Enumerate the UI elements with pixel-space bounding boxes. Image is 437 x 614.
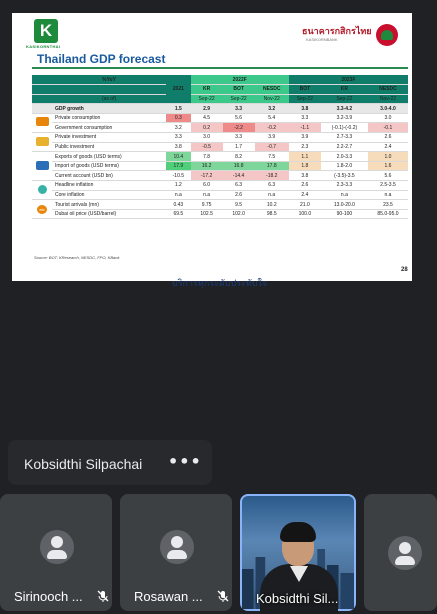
- cell: 2.6: [289, 181, 321, 191]
- cell: 3.2: [255, 104, 289, 114]
- cell: 2.6: [368, 133, 408, 143]
- cell: n.a: [191, 190, 223, 200]
- cell: 1.2: [166, 181, 191, 191]
- participant-tile[interactable]: [364, 494, 437, 611]
- header-col: KR: [191, 85, 223, 95]
- cell: -17.2: [191, 171, 223, 181]
- participant-name: Sirinooch ...: [14, 589, 83, 604]
- cell: 1.6: [368, 161, 408, 171]
- row-label: Government consumption: [52, 123, 166, 133]
- cell: 3.8: [289, 171, 321, 181]
- cell: -2.2: [223, 123, 255, 133]
- cell: 10.4: [166, 152, 191, 162]
- cell: 1.5: [166, 104, 191, 114]
- cell: 17.8: [255, 161, 289, 171]
- cell: 17.9: [166, 161, 191, 171]
- cell: 2.5-3.5: [368, 181, 408, 191]
- cell: 3.0-4.0: [368, 104, 408, 114]
- cell: 0.2: [191, 123, 223, 133]
- title-divider: [32, 67, 408, 69]
- header-yoy: %YoY: [52, 75, 166, 85]
- cell: 3.0: [191, 133, 223, 143]
- avatar: [40, 530, 74, 564]
- header-2022: 2022F: [191, 75, 289, 85]
- table-row: [32, 104, 408, 114]
- header-col: NESDC: [255, 85, 289, 95]
- thermometer-icon: [38, 185, 47, 194]
- cell: 8.2: [223, 152, 255, 162]
- table-row: [32, 133, 408, 143]
- participant-tile[interactable]: [0, 494, 112, 611]
- logo-text: KASIKORNTHAI: [26, 44, 61, 49]
- bank-name-en: KASIKORNBANK: [306, 37, 338, 42]
- more-options-button[interactable]: •••: [168, 452, 202, 471]
- header-2021: 2021: [166, 75, 191, 104]
- table-row: [32, 190, 408, 200]
- kbank-emblem-icon: [376, 24, 398, 46]
- table-row: [32, 181, 408, 191]
- table-row: [32, 161, 408, 171]
- cell: 3.3: [289, 113, 321, 123]
- cell: 1.7: [223, 142, 255, 152]
- header-col: NESDC: [368, 85, 408, 95]
- table-row: [32, 209, 408, 219]
- cell: 2.3-3.3: [321, 181, 368, 191]
- row-label: Core inflation: [52, 190, 166, 200]
- cell: -18.2: [255, 171, 289, 181]
- table-row: [32, 152, 408, 162]
- cell: -0.5: [191, 142, 223, 152]
- cell: 69.5: [166, 209, 191, 219]
- cell: n.a: [255, 190, 289, 200]
- table-row: [32, 123, 408, 133]
- cell: n.a: [321, 190, 368, 200]
- cell: 16.8: [223, 161, 255, 171]
- row-label: Current account (USD bn): [52, 171, 166, 181]
- bank-name-thai: ธนาคารกสิกรไทย: [302, 27, 372, 37]
- cell: -10.5: [166, 171, 191, 181]
- cell: 3.9: [289, 133, 321, 143]
- table-header-row: [32, 85, 408, 95]
- cell: 0.43: [166, 200, 191, 210]
- row-label: Headline inflation: [52, 181, 166, 191]
- header-as-of: (as of): [52, 94, 166, 104]
- cell: 2.0-3.3: [321, 152, 368, 162]
- cell: -1.1: [289, 123, 321, 133]
- cell: 4.5: [191, 113, 223, 123]
- cell: 13.0-20.0: [321, 200, 368, 210]
- cell: 3.8: [289, 104, 321, 114]
- header-col: BOT: [223, 85, 255, 95]
- cell: 16.2: [191, 161, 223, 171]
- cell: -0.1: [368, 123, 408, 133]
- table-header-row: [32, 75, 408, 85]
- table-row: [32, 113, 408, 123]
- cell: 102.5: [191, 209, 223, 219]
- shared-presentation-slide: [12, 13, 412, 289]
- cell: 2.7-3.3: [321, 133, 368, 143]
- avatar: [160, 530, 194, 564]
- header-date: Nov-22: [255, 94, 289, 104]
- kasikorn-logo-icon: K: [34, 19, 58, 43]
- table-row: [32, 142, 408, 152]
- cell: 3.0: [368, 113, 408, 123]
- cell: 2.9: [191, 104, 223, 114]
- cell: 1.0: [368, 152, 408, 162]
- presenter-name: Kobsidthi Silpachai: [24, 456, 143, 472]
- table-row: [32, 200, 408, 210]
- cell: 6.3: [223, 181, 255, 191]
- row-label: Dubai oil price (USD/barrel): [52, 209, 166, 219]
- row-label: Exports of goods (USD terms): [52, 152, 166, 162]
- shopping-cart-icon: [36, 117, 49, 126]
- mic-muted-icon: [96, 589, 110, 603]
- cell: 90-100: [321, 209, 368, 219]
- cell: 23.5: [368, 200, 408, 210]
- cargo-ship-icon: [36, 161, 49, 170]
- cell: 3.9: [255, 133, 289, 143]
- cell: -0.2: [255, 123, 289, 133]
- row-label: Import of goods (USD terms): [52, 161, 166, 171]
- header-2023: 2023F: [289, 75, 408, 85]
- cell: -0.7: [255, 142, 289, 152]
- cell: 3.3: [223, 133, 255, 143]
- row-label: Tourist arrivals (mn): [52, 200, 166, 210]
- cell: 5.4: [255, 113, 289, 123]
- row-label: Private investment: [52, 133, 166, 143]
- cell: 9.75: [191, 200, 223, 210]
- cell: 3.8: [166, 142, 191, 152]
- participant-name: Rosawan ...: [134, 589, 203, 604]
- cell: 2.3: [289, 142, 321, 152]
- cell: 2.2-2.7: [321, 142, 368, 152]
- cell: 5.6: [223, 113, 255, 123]
- header-date: Sep-22: [191, 94, 223, 104]
- gdp-forecast-table: [32, 75, 408, 219]
- cell: 3.2: [166, 123, 191, 133]
- speaker-video-tile[interactable]: [240, 494, 356, 611]
- cell: 102.0: [223, 209, 255, 219]
- cell: n.a: [166, 190, 191, 200]
- row-label: Private consumption: [52, 113, 166, 123]
- cell: 1.1: [289, 152, 321, 162]
- cell: 3.3: [166, 133, 191, 143]
- table-row: [32, 171, 408, 181]
- cell: (-3.5)-3.5: [321, 171, 368, 181]
- cell: 98.5: [255, 209, 289, 219]
- mic-muted-icon: [216, 589, 230, 603]
- slide-slogan: บริการทุกระดับประทับใจ: [172, 279, 268, 289]
- header-date: Nov-22: [368, 94, 408, 104]
- participant-tile[interactable]: [120, 494, 232, 611]
- header-col: BOT: [289, 85, 321, 95]
- cell: 6.0: [191, 181, 223, 191]
- row-label: GDP growth: [52, 104, 166, 114]
- cell: 7.5: [255, 152, 289, 162]
- cell: 85.0-95.0: [368, 209, 408, 219]
- cell: 21.0: [289, 200, 321, 210]
- cell: 2.4: [368, 142, 408, 152]
- header-date: Sep-22: [289, 94, 321, 104]
- cell: 3.3-4.2: [321, 104, 368, 114]
- participant-name: Kobsidthi Sil...: [256, 591, 339, 606]
- cell: 2.6: [223, 190, 255, 200]
- cell: 5.6: [368, 171, 408, 181]
- header-date: Sep-22: [321, 94, 368, 104]
- cell: 1.8-2.0: [321, 161, 368, 171]
- cell: 2.4: [289, 190, 321, 200]
- row-label: Public investment: [52, 142, 166, 152]
- cell: 1.8: [289, 161, 321, 171]
- avatar: [388, 536, 422, 570]
- cell: 7.8: [191, 152, 223, 162]
- etc-icon: etc: [37, 205, 47, 214]
- header-col: KR: [321, 85, 368, 95]
- table-header-row: [32, 94, 408, 104]
- cell: 10.2: [255, 200, 289, 210]
- page-number: 28: [401, 267, 408, 273]
- cell: 0.3: [166, 113, 191, 123]
- cell: -14.4: [223, 171, 255, 181]
- source-note: Source: BOT, KResearch, NESDC, FPO, KBank: [34, 255, 120, 260]
- cell: 9.5: [223, 200, 255, 210]
- cell: (-0.1)-(-0.2): [321, 123, 368, 133]
- header-date: Sep-22: [223, 94, 255, 104]
- cell: 3.2-3.9: [321, 113, 368, 123]
- cell: 100.0: [289, 209, 321, 219]
- cell: n.a: [368, 190, 408, 200]
- cell: 3.3: [223, 104, 255, 114]
- cell: 6.3: [255, 181, 289, 191]
- money-icon: [36, 137, 49, 146]
- slide-title: Thailand GDP forecast: [37, 52, 166, 66]
